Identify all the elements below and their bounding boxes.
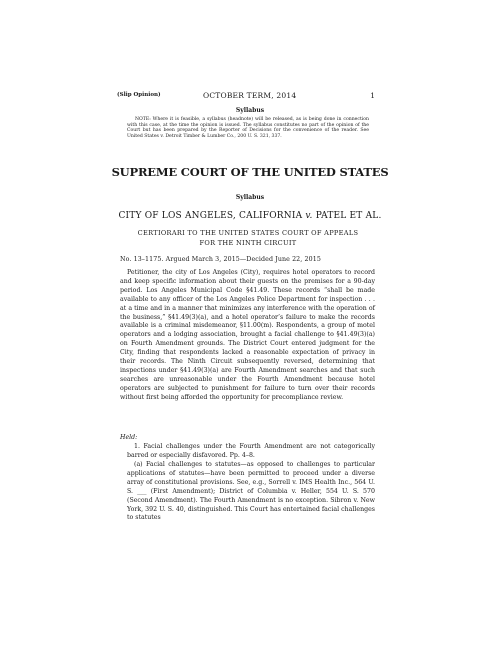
- court-title: SUPREME COURT OF THE UNITED STATES: [111, 165, 389, 179]
- headnote-notice: NOTE: Where it is feasible, a syllabus (headnote) will be released, as is being done in connection with this case, at the time the opinion is issued. The syllabus constitutes no part of the opinion of the Court but has been prepared by the Reporter of Decisions for the convenience of the reader. See United States v. Detroit Timber & Lumber Co., 200 U. S. 321, 337.: [127, 117, 369, 139]
- slip-opinion-label: (Slip Opinion): [117, 92, 161, 98]
- held-label: Held:: [120, 434, 138, 441]
- running-header: [117, 91, 375, 103]
- holding-subparagraph: (a) Facial challenges to statutes—as opposed to challenges to particular applications of statutes—have been permitted to proceed under a diverse array of constitutional provisions. See, e.g., Sorrell v. IMS Health Inc., 564 U. S. ___ (First Amendment); District of Columbia v. Heller, 554 U. S. 570 (Second Amendment). The Fourth Amendment is no exception. Sibron v. New York, 392 U. S. 40, distinguished. This Court has entertained facial challenges to statutes: [127, 461, 375, 522]
- term-label: OCTOBER TERM, 2014: [203, 91, 297, 100]
- page-number: 1: [370, 91, 375, 100]
- holding-paragraph: 1. Facial challenges under the Fourth Amendment are not categorically barred or especially disfavored. Pp. 4–8.: [127, 443, 375, 459]
- docket-line: No. 13–1175. Argued March 3, 2015—Decided June 22, 2015: [120, 256, 321, 263]
- respondent-name: PATEL ET AL.: [315, 211, 382, 221]
- petitioner-name: CITY OF LOS ANGELES, CALIFORNIA: [118, 211, 303, 221]
- case-caption: [0, 211, 500, 221]
- certiorari-line: CERTIORARI TO THE UNITED STATES COURT OF APPEALS FOR THE NINTH CIRCUIT: [137, 229, 359, 247]
- versus-label: v.: [305, 211, 313, 221]
- syllabus-heading-top: Syllabus: [235, 107, 265, 114]
- syllabus-paragraph: Petitioner, the city of Los Angeles (City), requires hotel operators to record and keep specific information about their guests on the premises for a 90-day period. Los Angeles Municipal Code §41.49. These records “shall be made available to any officer of the Los Angeles Police Department for inspection . . . at a time and in a manner that minimizes any interference with the operation of the business,” §41.49(3)(a), and a hotel operator’s failure to make the records available is a criminal misdemeanor, §11.00(m). Respondents, a group of motel operators and a lodging association, brought a facial challenge to §41.49(3)(a) on Fourth Amendment grounds. The District Court entered judgment for the City, finding that respondents lacked a reasonable expectation of privacy in their records. The Ninth Circuit subsequently reversed, determining that inspections under §41.49(3)(a) are Fourth Amendment searches and that such searches are unreasonable under the Fourth Amendment because hotel operators are subjected to punishment for failure to turn over their records without first being afforded the opportunity for precompliance review.: [120, 269, 375, 401]
- syllabus-heading: Syllabus: [235, 194, 265, 201]
